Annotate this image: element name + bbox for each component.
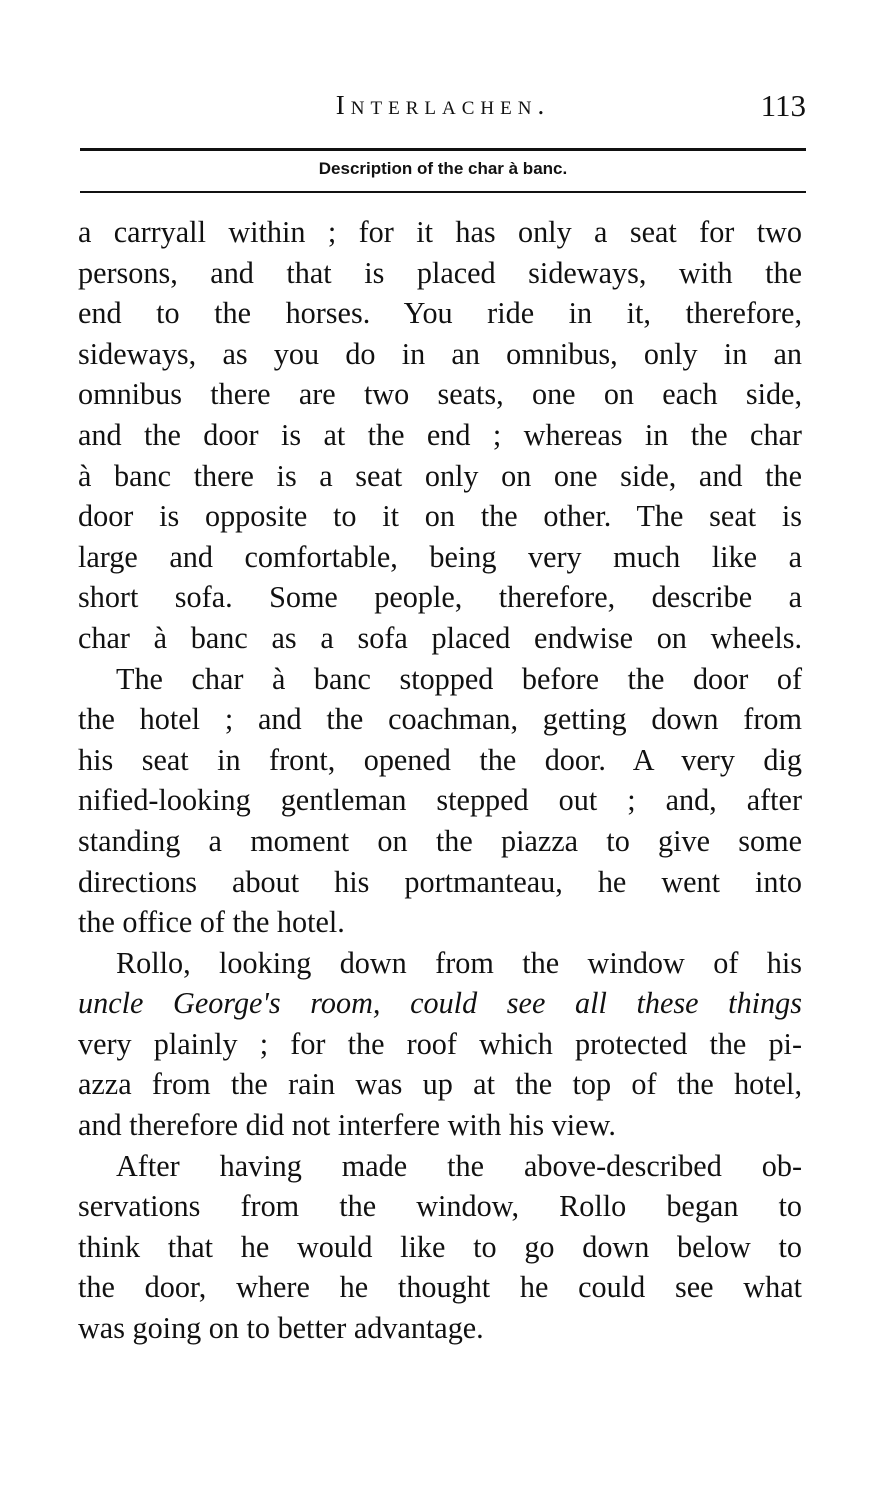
text-line: sideways, as you do in an omnibus, only in an	[78, 336, 802, 371]
text-line: char à banc as a sofa placed endwise on wheels.	[78, 620, 802, 655]
section-subheading: Description of the char à banc.	[318, 159, 568, 178]
running-title: Interlachen.	[335, 90, 551, 120]
text-line: think that he would like to go down below to	[78, 1229, 802, 1264]
italic-text: uncle George's room, could see all these things	[78, 986, 802, 1021]
text-line: azza from the rain was up at the top of the hotel,	[78, 1067, 802, 1102]
paragraph-3	[78, 943, 802, 1146]
text-line: his seat in front, opened the door. A very dig	[78, 742, 802, 777]
subheading-rule	[80, 191, 806, 193]
text-line: omnibus there are two seats, one on each side,	[78, 377, 802, 412]
text-line: the door, where he thought he could see what	[78, 1270, 802, 1305]
text-line: very plainly ; for the roof which protected the pi-	[78, 1026, 802, 1061]
text-line: large and comfortable, being very much like a	[78, 539, 802, 574]
text-line: was going on to better advantage.	[78, 1311, 484, 1346]
text-line: and the door is at the end ; whereas in the char	[78, 417, 802, 452]
text-line: After having made the above-described ob-	[116, 1148, 802, 1183]
text-line: directions about his portmanteau, he went into	[78, 864, 802, 899]
running-head	[80, 88, 806, 128]
text-line: persons, and that is placed sideways, with the	[78, 255, 802, 290]
text-line: standing a moment on the piazza to give some	[78, 823, 802, 858]
text-line: short sofa. Some people, therefore, describe a	[78, 580, 802, 615]
text-line: and therefore did not interfere with his view.	[78, 1108, 616, 1143]
text-line: door is opposite to it on the other. The seat is	[78, 499, 802, 534]
text-line: the hotel ; and the coachman, getting down from	[78, 702, 802, 737]
paragraph-4	[78, 1146, 802, 1349]
page-number: 113	[760, 88, 806, 123]
text-line: the office of the hotel.	[78, 905, 345, 940]
text-line: servations from the window, Rollo began to	[78, 1189, 802, 1224]
paragraph-2	[78, 659, 802, 943]
body-text	[78, 212, 802, 1349]
text-line: The char à banc stopped before the door of	[116, 661, 802, 696]
text-line: à banc there is a seat only on one side, and the	[78, 458, 802, 493]
text-line: a carryall within ; for it has only a seat for two	[78, 215, 802, 249]
text-line: end to the horses. You ride in it, therefore,	[78, 296, 802, 331]
paragraph-1	[78, 212, 802, 659]
text-line-italic	[78, 983, 802, 1024]
text-line: nified-looking gentleman stepped out ; and, after	[78, 783, 802, 818]
text-line: Rollo, looking down from the window of his	[116, 945, 802, 980]
header-rule	[80, 148, 806, 151]
